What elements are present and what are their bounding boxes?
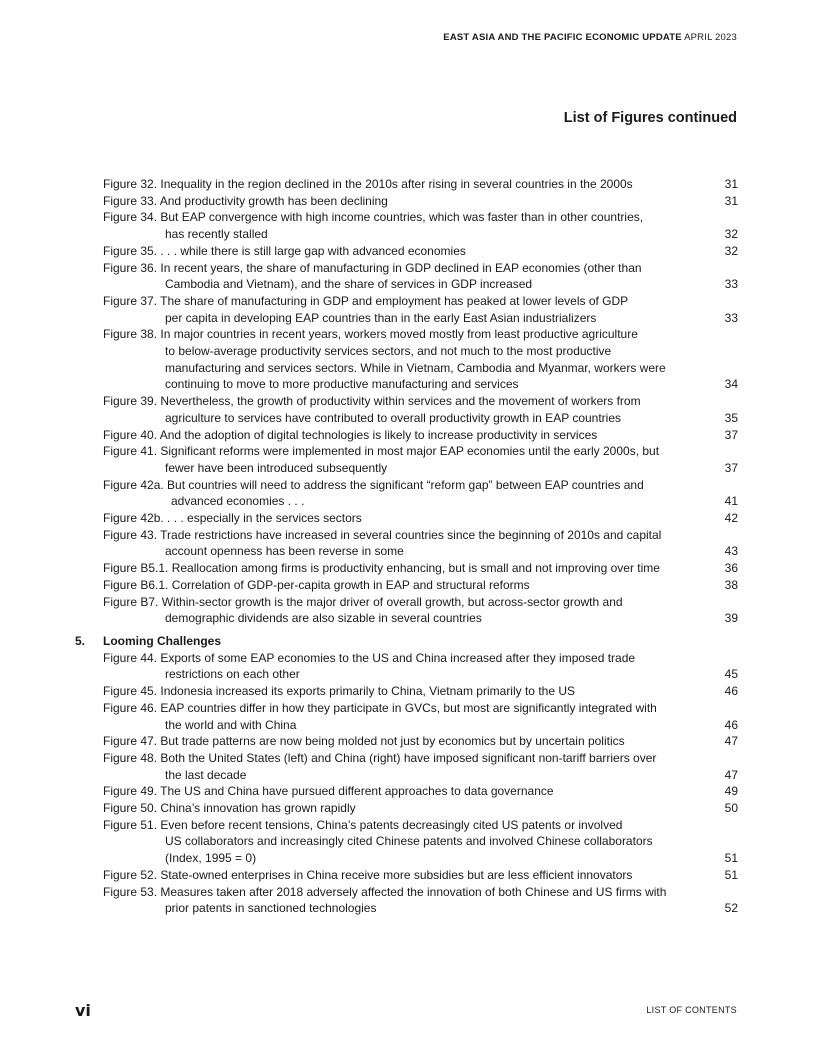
figure-page-number: 37 <box>724 427 738 442</box>
figure-label: Figure 47. <box>103 734 158 749</box>
figure-page-number: 34 <box>724 377 738 392</box>
figure-entry-text <box>103 193 688 210</box>
figure-label: Figure 42b. <box>103 511 164 526</box>
figure-entry[interactable] <box>75 293 738 326</box>
figure-entry-text <box>103 393 688 426</box>
figure-label: Figure 52. <box>103 867 158 882</box>
figure-label: Figure B5.1. <box>103 561 169 576</box>
figure-caption-line: restrictions on each other <box>165 667 300 682</box>
figure-caption-line: manufacturing and services sectors. While in Vietnam, Cambodia and Myanmar, workers were <box>165 360 666 375</box>
figure-entry[interactable] <box>75 817 738 867</box>
figure-entry-text <box>103 443 688 476</box>
figure-entry[interactable] <box>75 176 738 193</box>
figure-caption-line: Reallocation among firms is productivity enhancing, but is small and not improving over time <box>171 561 660 576</box>
figure-caption-line: account openness has been reverse in some <box>165 544 404 559</box>
figure-entry[interactable] <box>75 700 738 733</box>
figure-label: Figure 53. <box>103 884 158 899</box>
figure-entry[interactable] <box>75 260 738 293</box>
figure-label: Figure 48. <box>103 750 158 765</box>
figure-list-group-b <box>75 650 738 917</box>
figure-caption-line: . . . especially in the services sectors <box>167 511 362 526</box>
figure-page-number: 37 <box>724 460 738 475</box>
figure-label: Figure 39. <box>103 394 158 409</box>
figure-caption-line: per capita in developing EAP countries than in the early East Asian industrializers <box>165 310 597 325</box>
figure-label: Figure 43. <box>103 527 158 542</box>
figure-entry-text <box>103 800 688 817</box>
figure-entry[interactable] <box>75 443 738 476</box>
figure-page-number: 33 <box>724 310 738 325</box>
figure-caption-line: has recently stalled <box>165 227 268 242</box>
figure-entry-text <box>103 884 688 917</box>
figure-caption-line: But countries will need to address the significant “reform gap” between EAP countries and <box>167 477 644 492</box>
figure-entry-text <box>103 594 688 627</box>
figure-caption-line: And the adoption of digital technologies is likely to increase productivity in services <box>159 427 598 442</box>
figure-entry-text <box>103 293 688 326</box>
figure-caption-line: US collaborators and increasingly cited Chinese patents and involved Chinese collaborators <box>165 834 653 849</box>
figure-caption-line: Correlation of GDP-per-capita growth in EAP and structural reforms <box>171 577 530 592</box>
figure-entry[interactable] <box>75 750 738 783</box>
figure-label: Figure 51. <box>103 817 158 832</box>
figure-page-number: 46 <box>724 684 738 699</box>
figure-caption-line: Measures taken after 2018 adversely affected the innovation of both Chinese and US firms with <box>160 884 667 899</box>
figure-entry[interactable] <box>75 577 738 594</box>
figure-entry-text <box>103 510 688 527</box>
figure-entry[interactable] <box>75 683 738 700</box>
figure-page-number: 38 <box>724 577 738 592</box>
figure-entry[interactable] <box>75 393 738 426</box>
figure-entry-text <box>103 650 688 683</box>
figure-entry[interactable] <box>75 193 738 210</box>
figure-caption-line: to below-average productivity services sectors, and not much to the most productive <box>165 344 612 359</box>
figure-caption-line: The US and China have pursued different approaches to data governance <box>160 784 554 799</box>
page-title: List of Figures continued <box>563 110 737 126</box>
figure-entry[interactable] <box>75 527 738 560</box>
figure-caption-line: And productivity growth has been declining <box>159 193 388 208</box>
figure-label: Figure 46. <box>103 700 158 715</box>
figure-entry-text <box>103 783 688 800</box>
figure-caption-line: prior patents in sanctioned technologies <box>165 901 377 916</box>
figure-caption-line: Indonesia increased its exports primarily to China, Vietnam primarily to the US <box>160 684 576 699</box>
figure-label: Figure 50. <box>103 801 158 816</box>
figure-label: Figure 38. <box>103 327 158 342</box>
figure-page-number: 41 <box>724 494 738 509</box>
figure-caption-line: State-owned enterprises in China receive more subsidies but are less efficient innovators <box>160 867 633 882</box>
figure-caption-line: the last decade <box>165 767 247 782</box>
figure-entry[interactable] <box>75 867 738 884</box>
figure-label: Figure 33. <box>103 193 158 208</box>
figure-entry-text <box>103 817 688 867</box>
page-number: vi <box>75 1001 91 1020</box>
figure-page-number: 46 <box>724 717 738 732</box>
figure-entry-text <box>103 176 688 193</box>
figure-entry-text <box>103 733 688 750</box>
figure-caption-line: . . . while there is still large gap with advanced economies <box>160 243 466 258</box>
figure-entry-text <box>103 750 688 783</box>
figure-label: Figure 42a. <box>103 477 164 492</box>
figure-caption-line: Exports of some EAP economies to the US and China increased after they imposed trade <box>160 650 636 665</box>
figure-page-number: 52 <box>724 901 738 916</box>
figure-list <box>75 176 738 917</box>
figure-entry[interactable] <box>75 733 738 750</box>
figure-page-number: 47 <box>724 767 738 782</box>
figure-label: Figure 36. <box>103 260 158 275</box>
figure-entry-text <box>103 209 688 242</box>
figure-list-group-a <box>75 176 738 627</box>
figure-page-number: 35 <box>724 410 738 425</box>
figure-page-number: 47 <box>724 734 738 749</box>
figure-entry-text <box>103 560 688 577</box>
figure-entry-text <box>103 577 688 594</box>
figure-page-number: 45 <box>724 667 738 682</box>
chapter-title: Looming Challenges <box>103 633 222 648</box>
figure-entry-text <box>103 477 688 510</box>
figure-page-number: 32 <box>724 227 738 242</box>
figure-caption-line: Significant reforms were implemented in most major EAP economies until the early 2000s, but <box>160 444 660 459</box>
figure-label: Figure 44. <box>103 650 158 665</box>
figure-caption-line: Cambodia and Vietnam), and the share of services in GDP increased <box>165 277 533 292</box>
figure-entry[interactable] <box>75 477 738 510</box>
figure-page-number: 50 <box>724 801 738 816</box>
figure-caption-line: But trade patterns are now being molded not just by economics but by uncertain politics <box>160 734 625 749</box>
footer-section-label: LIST OF CONTENTS <box>646 1005 737 1015</box>
figure-entry[interactable] <box>75 209 738 242</box>
figure-caption-line: demographic dividends are also sizable in several countries <box>165 611 482 626</box>
figure-entry[interactable] <box>75 884 738 917</box>
figure-caption-line: EAP countries differ in how they participate in GVCs, but most are significantly integrated with <box>160 700 657 715</box>
figure-label: Figure 37. <box>103 293 158 308</box>
figure-caption-line: In major countries in recent years, workers moved mostly from least productive agriculture <box>160 327 638 342</box>
figure-entry[interactable] <box>75 427 738 444</box>
figure-caption-line: In recent years, the share of manufacturing in GDP declined in EAP economies (other than <box>160 260 642 275</box>
figure-label: Figure 41. <box>103 444 158 459</box>
figure-entry-text <box>103 867 688 884</box>
figure-label: Figure 35. <box>103 243 158 258</box>
figure-entry[interactable] <box>75 594 738 627</box>
edition-date: APRIL 2023 <box>684 32 737 43</box>
figure-label: Figure 32. <box>103 177 158 191</box>
figure-caption-line: continuing to move to more productive manufacturing and services <box>165 377 519 392</box>
figure-caption-line: The share of manufacturing in GDP and employment has peaked at lower levels of GDP <box>160 293 629 308</box>
figure-page-number: 36 <box>724 561 738 576</box>
chapter-heading <box>75 633 738 650</box>
figure-entry[interactable] <box>75 510 738 527</box>
figure-caption-line: Nevertheless, the growth of productivity within services and the movement of workers from <box>160 394 641 409</box>
figure-caption-line: the world and with China <box>165 717 297 732</box>
figure-page-number: 51 <box>724 851 738 866</box>
figure-caption-line: (Index, 1995 = 0) <box>165 851 257 866</box>
figure-entry[interactable] <box>75 650 738 683</box>
figure-caption-line: advanced economies . . . <box>171 494 305 509</box>
figure-page-number: 31 <box>724 177 738 191</box>
figure-label: Figure B6.1. <box>103 577 169 592</box>
figure-page-number: 49 <box>724 784 738 799</box>
figure-label: Figure 34. <box>103 210 158 225</box>
figure-caption-line: Trade restrictions have increased in several countries since the beginning of 2010s and capital <box>160 527 662 542</box>
figure-page-number: 33 <box>724 277 738 292</box>
figure-page-number: 43 <box>724 544 738 559</box>
figure-entry-text <box>103 427 688 444</box>
figure-label: Figure 40. <box>103 427 158 442</box>
figure-caption-line: Both the United States (left) and China (right) have imposed significant non-tariff barriers over <box>160 750 657 765</box>
figure-entry-text <box>103 700 688 733</box>
figure-caption-line: fewer have been introduced subsequently <box>165 460 388 475</box>
figure-caption-line: But EAP convergence with high income countries, which was faster than in other countries, <box>160 210 644 225</box>
figure-entry-text <box>103 326 688 393</box>
figure-entry[interactable] <box>75 783 738 800</box>
figure-entry-text <box>103 683 688 700</box>
figure-page-number: 42 <box>724 511 738 526</box>
figure-caption-line: China’s innovation has grown rapidly <box>160 801 356 816</box>
figure-caption-line: agriculture to services have contributed to overall productivity growth in EAP countries <box>165 410 622 425</box>
figure-entry[interactable] <box>75 243 738 260</box>
figure-label: Figure B7. <box>103 594 159 609</box>
publication-title: EAST ASIA AND THE PACIFIC ECONOMIC UPDATE <box>443 32 682 43</box>
running-head <box>443 32 737 43</box>
figure-page-number: 39 <box>724 611 738 626</box>
figure-entry-text <box>103 243 688 260</box>
figure-entry[interactable] <box>75 800 738 817</box>
figure-entry[interactable] <box>75 560 738 577</box>
figure-label: Figure 49. <box>103 784 158 799</box>
figure-page-number: 32 <box>724 243 738 258</box>
figure-entry-text <box>103 527 688 560</box>
figure-caption-line: Within-sector growth is the major driver of overall growth, but across-sector growth and <box>161 594 623 609</box>
figure-caption-line: Even before recent tensions, China’s patents decreasingly cited US patents or involved <box>160 817 623 832</box>
figure-entry-text <box>103 260 688 293</box>
figure-entry[interactable] <box>75 326 738 393</box>
chapter-number: 5. <box>75 633 86 648</box>
figure-page-number: 51 <box>724 867 738 882</box>
figure-page-number: 31 <box>724 193 738 208</box>
figure-caption-line: Inequality in the region declined in the 2010s after rising in several countries in the 2000s <box>160 177 633 191</box>
figure-label: Figure 45. <box>103 684 158 699</box>
